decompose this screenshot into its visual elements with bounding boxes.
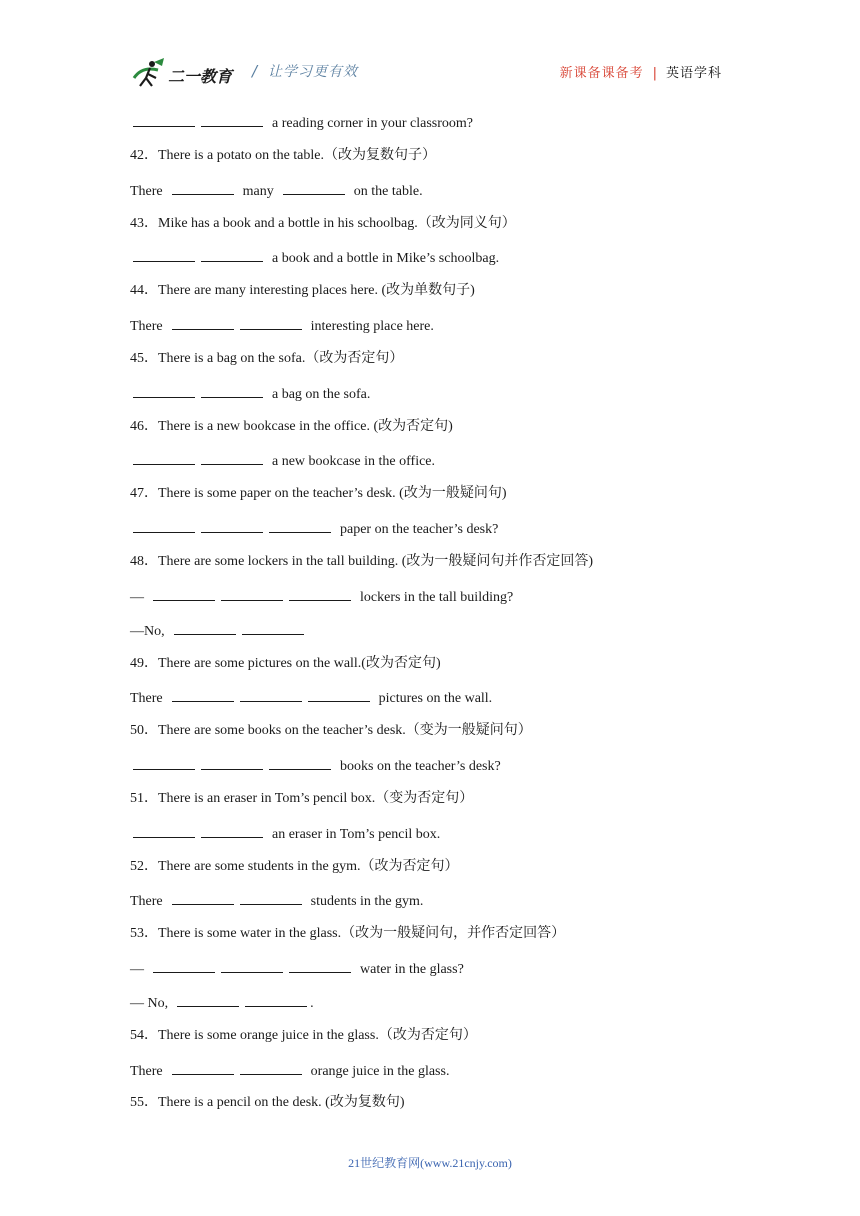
exercise-list bbox=[130, 112, 750, 1127]
answer-suffix: . bbox=[310, 995, 314, 1011]
slogan-separator: / bbox=[252, 62, 258, 80]
answer-prefix: — No, bbox=[130, 995, 169, 1011]
answer-suffix: a reading corner in your classroom? bbox=[272, 116, 473, 131]
question-text: 52．There are some students in the gym.（改为否定句） bbox=[130, 858, 459, 874]
answer-middle: many bbox=[242, 183, 274, 199]
answer-blank[interactable] bbox=[133, 823, 195, 838]
answer-suffix: paper on the teacher’s desk? bbox=[340, 522, 499, 538]
question-text: 43．Mike has a book and a bottle in his schoolbag.（改为同义句） bbox=[130, 215, 516, 231]
answer-line bbox=[130, 518, 750, 552]
page-header bbox=[0, 0, 860, 100]
answer-suffix: a bag on the sofa. bbox=[272, 386, 371, 402]
answer-blank[interactable] bbox=[177, 992, 239, 1007]
question-line bbox=[130, 924, 750, 958]
answer-prefix: There bbox=[130, 183, 163, 199]
answer-blank[interactable] bbox=[245, 992, 307, 1007]
question-text: 44．There are many interesting places here. (改为单数句子) bbox=[130, 283, 475, 299]
answer-blank[interactable] bbox=[153, 958, 215, 973]
question-text: 54．There is some orange juice in the glass.（改为否定句） bbox=[130, 1027, 477, 1043]
answer-suffix: interesting place here. bbox=[310, 319, 434, 335]
answer-suffix: an eraser in Tom’s pencil box. bbox=[272, 826, 441, 842]
answer-blank[interactable] bbox=[133, 383, 195, 398]
logo-icon bbox=[132, 56, 240, 90]
answer-blank[interactable] bbox=[201, 518, 263, 533]
slogan: 让学习更有效 bbox=[268, 64, 358, 80]
answer-blank[interactable] bbox=[133, 518, 195, 533]
question-line bbox=[130, 1026, 750, 1060]
answer-prefix: There bbox=[130, 894, 163, 910]
answer-suffix: students in the gym. bbox=[310, 894, 424, 910]
answer-blank[interactable] bbox=[172, 890, 234, 905]
answer-blank[interactable] bbox=[283, 180, 345, 195]
answer-blank[interactable] bbox=[269, 755, 331, 770]
question-line bbox=[130, 484, 750, 518]
question-line bbox=[130, 214, 750, 248]
question-text: 53．There is some water in the glass.（改为一般疑问句，并作否定回答） bbox=[130, 926, 566, 942]
answer-blank[interactable] bbox=[153, 586, 215, 601]
answer-blank[interactable] bbox=[133, 450, 195, 465]
answer-prefix: There bbox=[130, 1063, 163, 1079]
question-line bbox=[130, 349, 750, 383]
answer-blank[interactable] bbox=[289, 958, 351, 973]
answer-blank[interactable] bbox=[308, 687, 370, 702]
header-subject-label: 英语学科 bbox=[665, 66, 722, 81]
question-line bbox=[130, 281, 750, 315]
answer-line bbox=[130, 823, 750, 857]
answer-blank[interactable] bbox=[174, 620, 236, 635]
answer-blank[interactable] bbox=[201, 383, 263, 398]
answer-blank[interactable] bbox=[240, 687, 302, 702]
answer-blank[interactable] bbox=[221, 586, 283, 601]
question-text: 42．There is a potato on the table.（改为复数句子） bbox=[130, 147, 436, 163]
answer-suffix: water in the glass? bbox=[360, 962, 464, 978]
question-text: 48．There are some lockers in the tall building. (改为一般疑问句并作否定回答) bbox=[130, 553, 594, 569]
answer-blank[interactable] bbox=[201, 450, 263, 465]
question-text: 51．There is an eraser in Tom’s pencil box.（变为否定句） bbox=[130, 790, 474, 806]
header-course-label: 新课备课备考 bbox=[559, 66, 644, 81]
answer-blank[interactable] bbox=[240, 1060, 302, 1075]
question-line bbox=[130, 721, 750, 755]
answer-line bbox=[130, 112, 750, 146]
answer-prefix: — bbox=[130, 962, 144, 978]
page-footer: 21世纪教育网(www.21cnjy.com) bbox=[348, 1156, 512, 1170]
question-line bbox=[130, 654, 750, 688]
question-text: 50．There are some books on the teacher’s desk.（变为一般疑问句） bbox=[130, 723, 532, 739]
answer-blank[interactable] bbox=[242, 620, 304, 635]
answer-line bbox=[130, 180, 750, 214]
answer-line bbox=[130, 687, 750, 721]
answer-blank[interactable] bbox=[172, 687, 234, 702]
answer-prefix: —No, bbox=[130, 623, 165, 639]
answer-blank[interactable] bbox=[133, 112, 195, 127]
answer-blank[interactable] bbox=[172, 315, 234, 330]
answer-line bbox=[130, 890, 750, 924]
answer-line bbox=[130, 1060, 750, 1094]
answer-suffix: a book and a bottle in Mike’s schoolbag. bbox=[272, 251, 500, 267]
header-right bbox=[560, 62, 722, 81]
question-text: 49．There are some pictures on the wall.(改为否定句) bbox=[130, 655, 441, 671]
answer-prefix: — bbox=[130, 589, 144, 605]
logo-text: 二一教育 bbox=[168, 67, 233, 86]
answer-suffix: on the table. bbox=[353, 183, 423, 199]
answer-blank[interactable] bbox=[172, 1060, 234, 1075]
answer-line bbox=[130, 315, 750, 349]
answer-blank[interactable] bbox=[201, 112, 263, 127]
answer-line bbox=[130, 586, 750, 620]
answer-suffix: pictures on the wall. bbox=[378, 691, 493, 707]
answer-line bbox=[130, 620, 750, 654]
answer-prefix: There bbox=[130, 691, 163, 707]
question-line bbox=[130, 857, 750, 891]
answer-blank[interactable] bbox=[133, 755, 195, 770]
question-line bbox=[130, 1093, 750, 1127]
answer-blank[interactable] bbox=[172, 180, 234, 195]
question-text: 46．There is a new bookcase in the office. (改为否定句) bbox=[130, 418, 453, 434]
answer-blank[interactable] bbox=[240, 890, 302, 905]
answer-line bbox=[130, 450, 750, 484]
question-line bbox=[130, 417, 750, 451]
answer-suffix: a new bookcase in the office. bbox=[272, 454, 436, 470]
question-text: 45．There is a bag on the sofa.（改为否定句） bbox=[130, 350, 404, 366]
answer-line bbox=[130, 992, 750, 1026]
answer-blank[interactable] bbox=[201, 755, 263, 770]
answer-blank[interactable] bbox=[289, 586, 351, 601]
answer-blank[interactable] bbox=[201, 823, 263, 838]
answer-blank[interactable] bbox=[133, 247, 195, 262]
answer-blank[interactable] bbox=[201, 247, 263, 262]
answer-blank[interactable] bbox=[240, 315, 302, 330]
question-line bbox=[130, 146, 750, 180]
answer-blank[interactable] bbox=[269, 518, 331, 533]
answer-line bbox=[130, 958, 750, 992]
question-text: 47．There is some paper on the teacher’s desk. (改为一般疑问句) bbox=[130, 486, 507, 502]
answer-suffix: orange juice in the glass. bbox=[310, 1063, 450, 1079]
header-divider: | bbox=[652, 66, 657, 81]
question-text: 55．There is a pencil on the desk. (改为复数句) bbox=[130, 1095, 405, 1111]
question-line bbox=[130, 552, 750, 586]
answer-prefix: There bbox=[130, 319, 163, 335]
question-line bbox=[130, 789, 750, 823]
answer-line bbox=[130, 755, 750, 789]
answer-suffix: books on the teacher’s desk? bbox=[340, 759, 501, 775]
answer-line bbox=[130, 383, 750, 417]
answer-line bbox=[130, 247, 750, 281]
answer-blank[interactable] bbox=[221, 958, 283, 973]
answer-suffix: lockers in the tall building? bbox=[360, 589, 514, 605]
